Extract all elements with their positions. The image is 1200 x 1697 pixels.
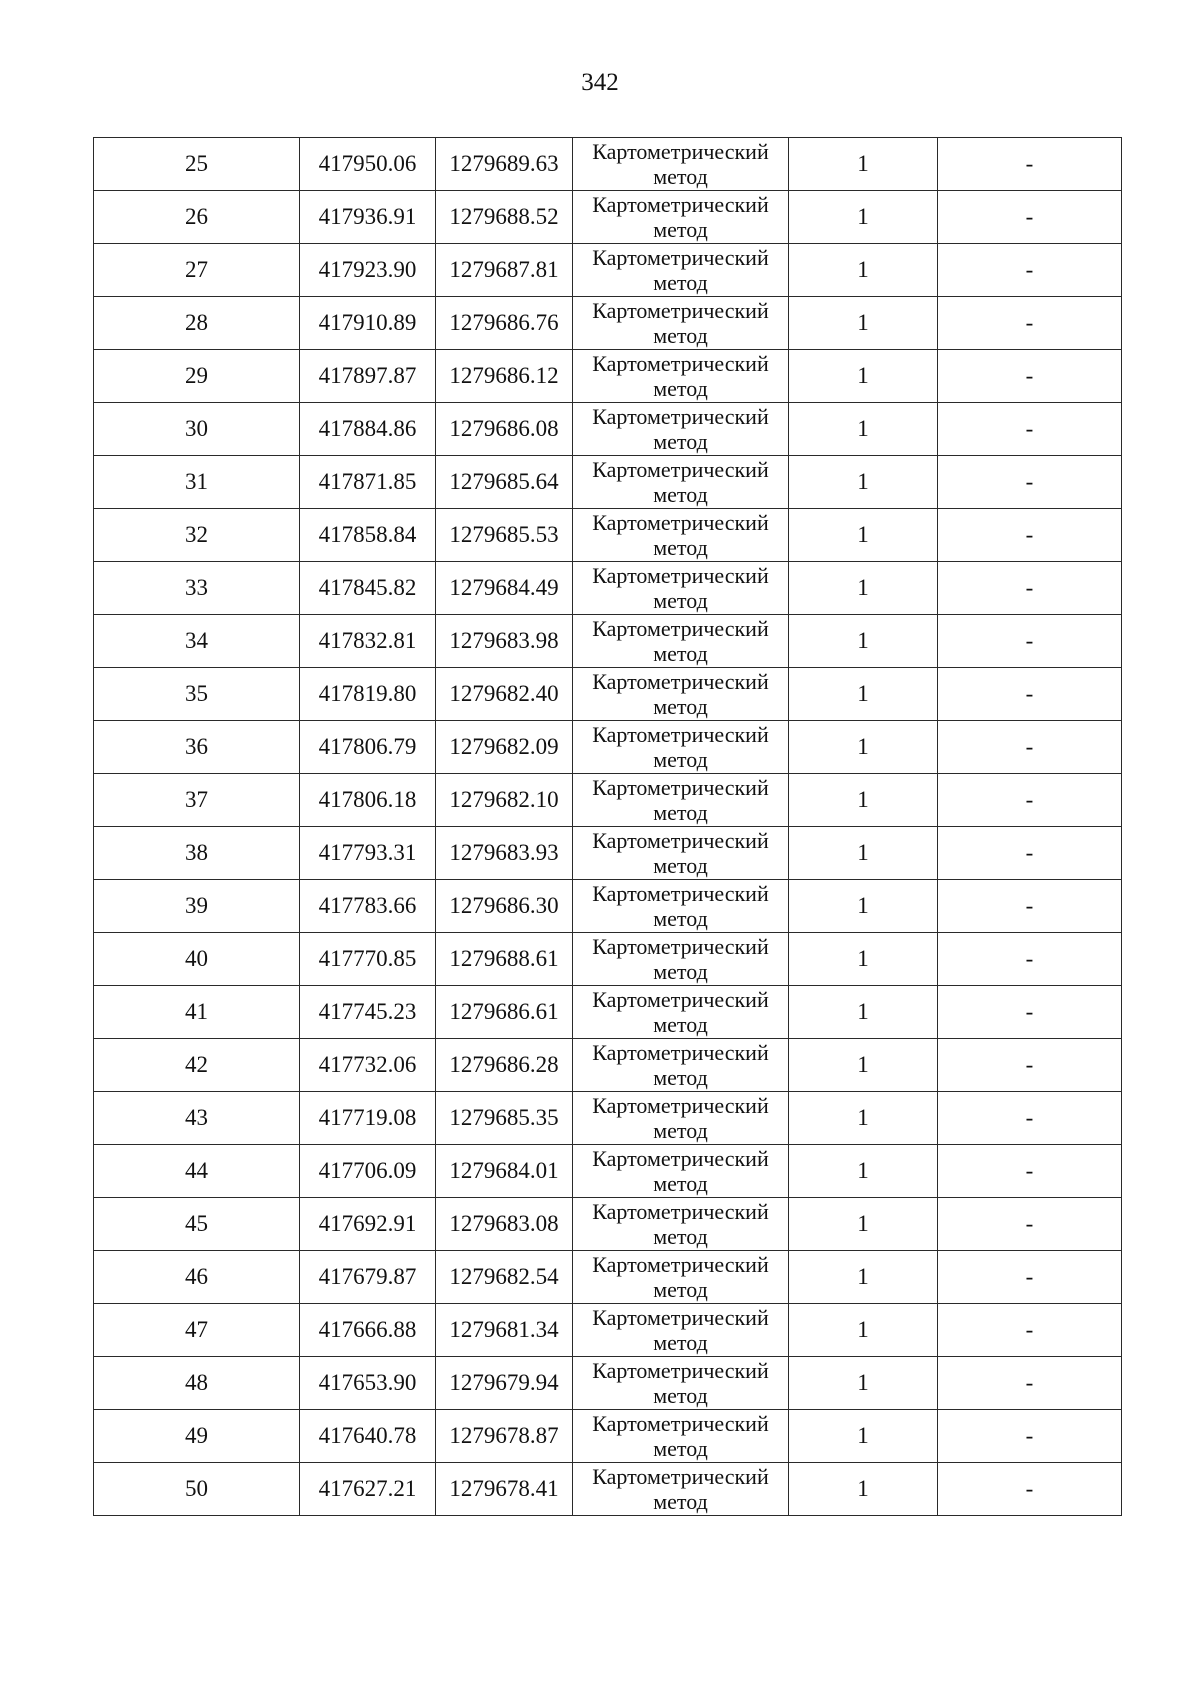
table-row — [94, 403, 1122, 456]
method-cell — [573, 1145, 789, 1198]
method-cell — [573, 403, 789, 456]
point-number-cell: 33 — [94, 562, 300, 615]
method-text: метод — [653, 1489, 708, 1514]
point-number-cell: 25 — [94, 138, 300, 191]
method-text: метод — [653, 641, 708, 666]
table-row — [94, 933, 1122, 986]
accuracy-cell: 1 — [789, 297, 938, 350]
accuracy-cell: 1 — [789, 138, 938, 191]
point-number-cell: 37 — [94, 774, 300, 827]
method-text: Картометрический — [592, 1305, 769, 1330]
x-coordinate-cell: 417745.23 — [300, 986, 436, 1039]
note-cell: - — [938, 244, 1122, 297]
table-row — [94, 1357, 1122, 1410]
point-number-cell: 30 — [94, 403, 300, 456]
x-coordinate-cell: 417732.06 — [300, 1039, 436, 1092]
method-text: метод — [653, 747, 708, 772]
method-text: метод — [653, 1224, 708, 1249]
x-coordinate-cell: 417627.21 — [300, 1463, 436, 1516]
table-row — [94, 668, 1122, 721]
table-row — [94, 509, 1122, 562]
method-text: Картометрический — [592, 192, 769, 217]
coordinates-table — [93, 137, 1122, 1516]
method-text: Картометрический — [592, 1199, 769, 1224]
y-coordinate-cell: 1279682.40 — [436, 668, 573, 721]
y-coordinate-cell: 1279678.41 — [436, 1463, 573, 1516]
method-cell — [573, 774, 789, 827]
point-number-cell: 50 — [94, 1463, 300, 1516]
note-cell: - — [938, 615, 1122, 668]
accuracy-cell: 1 — [789, 933, 938, 986]
table-row — [94, 297, 1122, 350]
accuracy-cell: 1 — [789, 880, 938, 933]
accuracy-cell: 1 — [789, 721, 938, 774]
point-number-cell: 38 — [94, 827, 300, 880]
method-text: Картометрический — [592, 722, 769, 747]
table-row — [94, 191, 1122, 244]
note-cell: - — [938, 1410, 1122, 1463]
accuracy-cell: 1 — [789, 1198, 938, 1251]
method-cell — [573, 880, 789, 933]
accuracy-cell: 1 — [789, 774, 938, 827]
table-row — [94, 350, 1122, 403]
table-row — [94, 562, 1122, 615]
accuracy-cell: 1 — [789, 1251, 938, 1304]
y-coordinate-cell: 1279689.63 — [436, 138, 573, 191]
method-cell — [573, 138, 789, 191]
method-cell — [573, 456, 789, 509]
x-coordinate-cell: 417783.66 — [300, 880, 436, 933]
point-number-cell: 34 — [94, 615, 300, 668]
method-text: метод — [653, 164, 708, 189]
table-row — [94, 1463, 1122, 1516]
method-text: метод — [653, 853, 708, 878]
x-coordinate-cell: 417950.06 — [300, 138, 436, 191]
table-row — [94, 880, 1122, 933]
page-number: 342 — [581, 69, 619, 96]
method-text: Картометрический — [592, 934, 769, 959]
note-cell: - — [938, 1092, 1122, 1145]
x-coordinate-cell: 417819.80 — [300, 668, 436, 721]
accuracy-cell: 1 — [789, 562, 938, 615]
method-text: метод — [653, 1118, 708, 1143]
accuracy-cell: 1 — [789, 1463, 938, 1516]
point-number-cell: 39 — [94, 880, 300, 933]
method-cell — [573, 1357, 789, 1410]
y-coordinate-cell: 1279687.81 — [436, 244, 573, 297]
point-number-cell: 42 — [94, 1039, 300, 1092]
table-row — [94, 1251, 1122, 1304]
table-row — [94, 615, 1122, 668]
note-cell: - — [938, 350, 1122, 403]
accuracy-cell: 1 — [789, 350, 938, 403]
y-coordinate-cell: 1279683.98 — [436, 615, 573, 668]
x-coordinate-cell: 417706.09 — [300, 1145, 436, 1198]
table-row — [94, 827, 1122, 880]
note-cell: - — [938, 827, 1122, 880]
method-cell — [573, 244, 789, 297]
y-coordinate-cell: 1279685.53 — [436, 509, 573, 562]
note-cell: - — [938, 986, 1122, 1039]
y-coordinate-cell: 1279686.30 — [436, 880, 573, 933]
accuracy-cell: 1 — [789, 668, 938, 721]
method-text: Картометрический — [592, 1040, 769, 1065]
accuracy-cell: 1 — [789, 403, 938, 456]
point-number-cell: 48 — [94, 1357, 300, 1410]
table-row — [94, 774, 1122, 827]
method-cell — [573, 191, 789, 244]
x-coordinate-cell: 417858.84 — [300, 509, 436, 562]
method-text: метод — [653, 1436, 708, 1461]
method-text: метод — [653, 1330, 708, 1355]
note-cell: - — [938, 1039, 1122, 1092]
point-number-cell: 27 — [94, 244, 300, 297]
note-cell: - — [938, 456, 1122, 509]
method-text: метод — [653, 376, 708, 401]
method-text: метод — [653, 959, 708, 984]
y-coordinate-cell: 1279684.01 — [436, 1145, 573, 1198]
accuracy-cell: 1 — [789, 1410, 938, 1463]
method-text: Картометрический — [592, 510, 769, 535]
accuracy-cell: 1 — [789, 986, 938, 1039]
method-text: метод — [653, 906, 708, 931]
table-row — [94, 1145, 1122, 1198]
method-cell — [573, 562, 789, 615]
x-coordinate-cell: 417692.91 — [300, 1198, 436, 1251]
method-text: метод — [653, 694, 708, 719]
method-cell — [573, 1198, 789, 1251]
point-number-cell: 47 — [94, 1304, 300, 1357]
method-text: метод — [653, 270, 708, 295]
method-text: Картометрический — [592, 351, 769, 376]
x-coordinate-cell: 417910.89 — [300, 297, 436, 350]
point-number-cell: 36 — [94, 721, 300, 774]
table-row — [94, 244, 1122, 297]
accuracy-cell: 1 — [789, 1092, 938, 1145]
y-coordinate-cell: 1279686.76 — [436, 297, 573, 350]
method-text: метод — [653, 588, 708, 613]
method-text: Картометрический — [592, 1146, 769, 1171]
method-text: метод — [653, 323, 708, 348]
y-coordinate-cell: 1279682.54 — [436, 1251, 573, 1304]
x-coordinate-cell: 417884.86 — [300, 403, 436, 456]
accuracy-cell: 1 — [789, 1357, 938, 1410]
table-row — [94, 138, 1122, 191]
point-number-cell: 49 — [94, 1410, 300, 1463]
point-number-cell: 41 — [94, 986, 300, 1039]
x-coordinate-cell: 417936.91 — [300, 191, 436, 244]
method-text: метод — [653, 429, 708, 454]
note-cell: - — [938, 1357, 1122, 1410]
x-coordinate-cell: 417666.88 — [300, 1304, 436, 1357]
note-cell: - — [938, 403, 1122, 456]
method-cell — [573, 1092, 789, 1145]
accuracy-cell: 1 — [789, 456, 938, 509]
table-row — [94, 1198, 1122, 1251]
y-coordinate-cell: 1279686.08 — [436, 403, 573, 456]
note-cell: - — [938, 774, 1122, 827]
note-cell: - — [938, 1251, 1122, 1304]
method-text: метод — [653, 535, 708, 560]
method-text: Картометрический — [592, 616, 769, 641]
method-text: Картометрический — [592, 775, 769, 800]
point-number-cell: 26 — [94, 191, 300, 244]
y-coordinate-cell: 1279685.35 — [436, 1092, 573, 1145]
note-cell: - — [938, 933, 1122, 986]
x-coordinate-cell: 417897.87 — [300, 350, 436, 403]
note-cell: - — [938, 721, 1122, 774]
note-cell: - — [938, 509, 1122, 562]
x-coordinate-cell: 417719.08 — [300, 1092, 436, 1145]
point-number-cell: 35 — [94, 668, 300, 721]
point-number-cell: 45 — [94, 1198, 300, 1251]
method-text: Картометрический — [592, 139, 769, 164]
y-coordinate-cell: 1279686.28 — [436, 1039, 573, 1092]
method-text: метод — [653, 1383, 708, 1408]
method-text: Картометрический — [592, 245, 769, 270]
method-text: метод — [653, 1065, 708, 1090]
x-coordinate-cell: 417653.90 — [300, 1357, 436, 1410]
y-coordinate-cell: 1279688.52 — [436, 191, 573, 244]
point-number-cell: 28 — [94, 297, 300, 350]
method-cell — [573, 509, 789, 562]
accuracy-cell: 1 — [789, 191, 938, 244]
method-text: Картометрический — [592, 404, 769, 429]
table-row — [94, 1410, 1122, 1463]
method-text: Картометрический — [592, 1358, 769, 1383]
y-coordinate-cell: 1279678.87 — [436, 1410, 573, 1463]
note-cell: - — [938, 191, 1122, 244]
method-text: метод — [653, 217, 708, 242]
method-cell — [573, 297, 789, 350]
x-coordinate-cell: 417832.81 — [300, 615, 436, 668]
method-text: Картометрический — [592, 1093, 769, 1118]
x-coordinate-cell: 417845.82 — [300, 562, 436, 615]
method-cell — [573, 1039, 789, 1092]
x-coordinate-cell: 417923.90 — [300, 244, 436, 297]
note-cell: - — [938, 668, 1122, 721]
method-cell — [573, 1410, 789, 1463]
table-body — [94, 138, 1122, 1516]
y-coordinate-cell: 1279688.61 — [436, 933, 573, 986]
accuracy-cell: 1 — [789, 509, 938, 562]
table-row — [94, 1304, 1122, 1357]
note-cell: - — [938, 1304, 1122, 1357]
y-coordinate-cell: 1279686.61 — [436, 986, 573, 1039]
method-text: метод — [653, 482, 708, 507]
accuracy-cell: 1 — [789, 244, 938, 297]
method-text: Картометрический — [592, 881, 769, 906]
y-coordinate-cell: 1279683.93 — [436, 827, 573, 880]
note-cell: - — [938, 1145, 1122, 1198]
method-cell — [573, 350, 789, 403]
method-cell — [573, 1251, 789, 1304]
note-cell: - — [938, 880, 1122, 933]
method-cell — [573, 1463, 789, 1516]
method-text: Картометрический — [592, 669, 769, 694]
method-cell — [573, 933, 789, 986]
accuracy-cell: 1 — [789, 827, 938, 880]
x-coordinate-cell: 417806.18 — [300, 774, 436, 827]
y-coordinate-cell: 1279685.64 — [436, 456, 573, 509]
accuracy-cell: 1 — [789, 1304, 938, 1357]
point-number-cell: 32 — [94, 509, 300, 562]
x-coordinate-cell: 417770.85 — [300, 933, 436, 986]
method-text: Картометрический — [592, 298, 769, 323]
method-text: Картометрический — [592, 828, 769, 853]
method-text: Картометрический — [592, 563, 769, 588]
method-text: метод — [653, 800, 708, 825]
note-cell: - — [938, 138, 1122, 191]
table-row — [94, 986, 1122, 1039]
y-coordinate-cell: 1279682.09 — [436, 721, 573, 774]
point-number-cell: 46 — [94, 1251, 300, 1304]
note-cell: - — [938, 1198, 1122, 1251]
method-text: метод — [653, 1012, 708, 1037]
point-number-cell: 40 — [94, 933, 300, 986]
y-coordinate-cell: 1279684.49 — [436, 562, 573, 615]
point-number-cell: 31 — [94, 456, 300, 509]
y-coordinate-cell: 1279682.10 — [436, 774, 573, 827]
table-row — [94, 721, 1122, 774]
method-text: Картометрический — [592, 457, 769, 482]
table-row — [94, 456, 1122, 509]
x-coordinate-cell: 417806.79 — [300, 721, 436, 774]
x-coordinate-cell: 417640.78 — [300, 1410, 436, 1463]
point-number-cell: 43 — [94, 1092, 300, 1145]
method-cell — [573, 986, 789, 1039]
y-coordinate-cell: 1279681.34 — [436, 1304, 573, 1357]
note-cell: - — [938, 297, 1122, 350]
method-cell — [573, 668, 789, 721]
point-number-cell: 44 — [94, 1145, 300, 1198]
accuracy-cell: 1 — [789, 1145, 938, 1198]
x-coordinate-cell: 417871.85 — [300, 456, 436, 509]
method-text: Картометрический — [592, 987, 769, 1012]
table-row — [94, 1039, 1122, 1092]
table-row — [94, 1092, 1122, 1145]
point-number-cell: 29 — [94, 350, 300, 403]
method-cell — [573, 615, 789, 668]
accuracy-cell: 1 — [789, 615, 938, 668]
note-cell: - — [938, 562, 1122, 615]
y-coordinate-cell: 1279679.94 — [436, 1357, 573, 1410]
method-cell — [573, 827, 789, 880]
x-coordinate-cell: 417793.31 — [300, 827, 436, 880]
method-text: метод — [653, 1171, 708, 1196]
x-coordinate-cell: 417679.87 — [300, 1251, 436, 1304]
method-cell — [573, 1304, 789, 1357]
accuracy-cell: 1 — [789, 1039, 938, 1092]
method-text: Картометрический — [592, 1411, 769, 1436]
y-coordinate-cell: 1279686.12 — [436, 350, 573, 403]
note-cell: - — [938, 1463, 1122, 1516]
method-cell — [573, 721, 789, 774]
y-coordinate-cell: 1279683.08 — [436, 1198, 573, 1251]
method-text: метод — [653, 1277, 708, 1302]
method-text: Картометрический — [592, 1252, 769, 1277]
method-text: Картометрический — [592, 1464, 769, 1489]
